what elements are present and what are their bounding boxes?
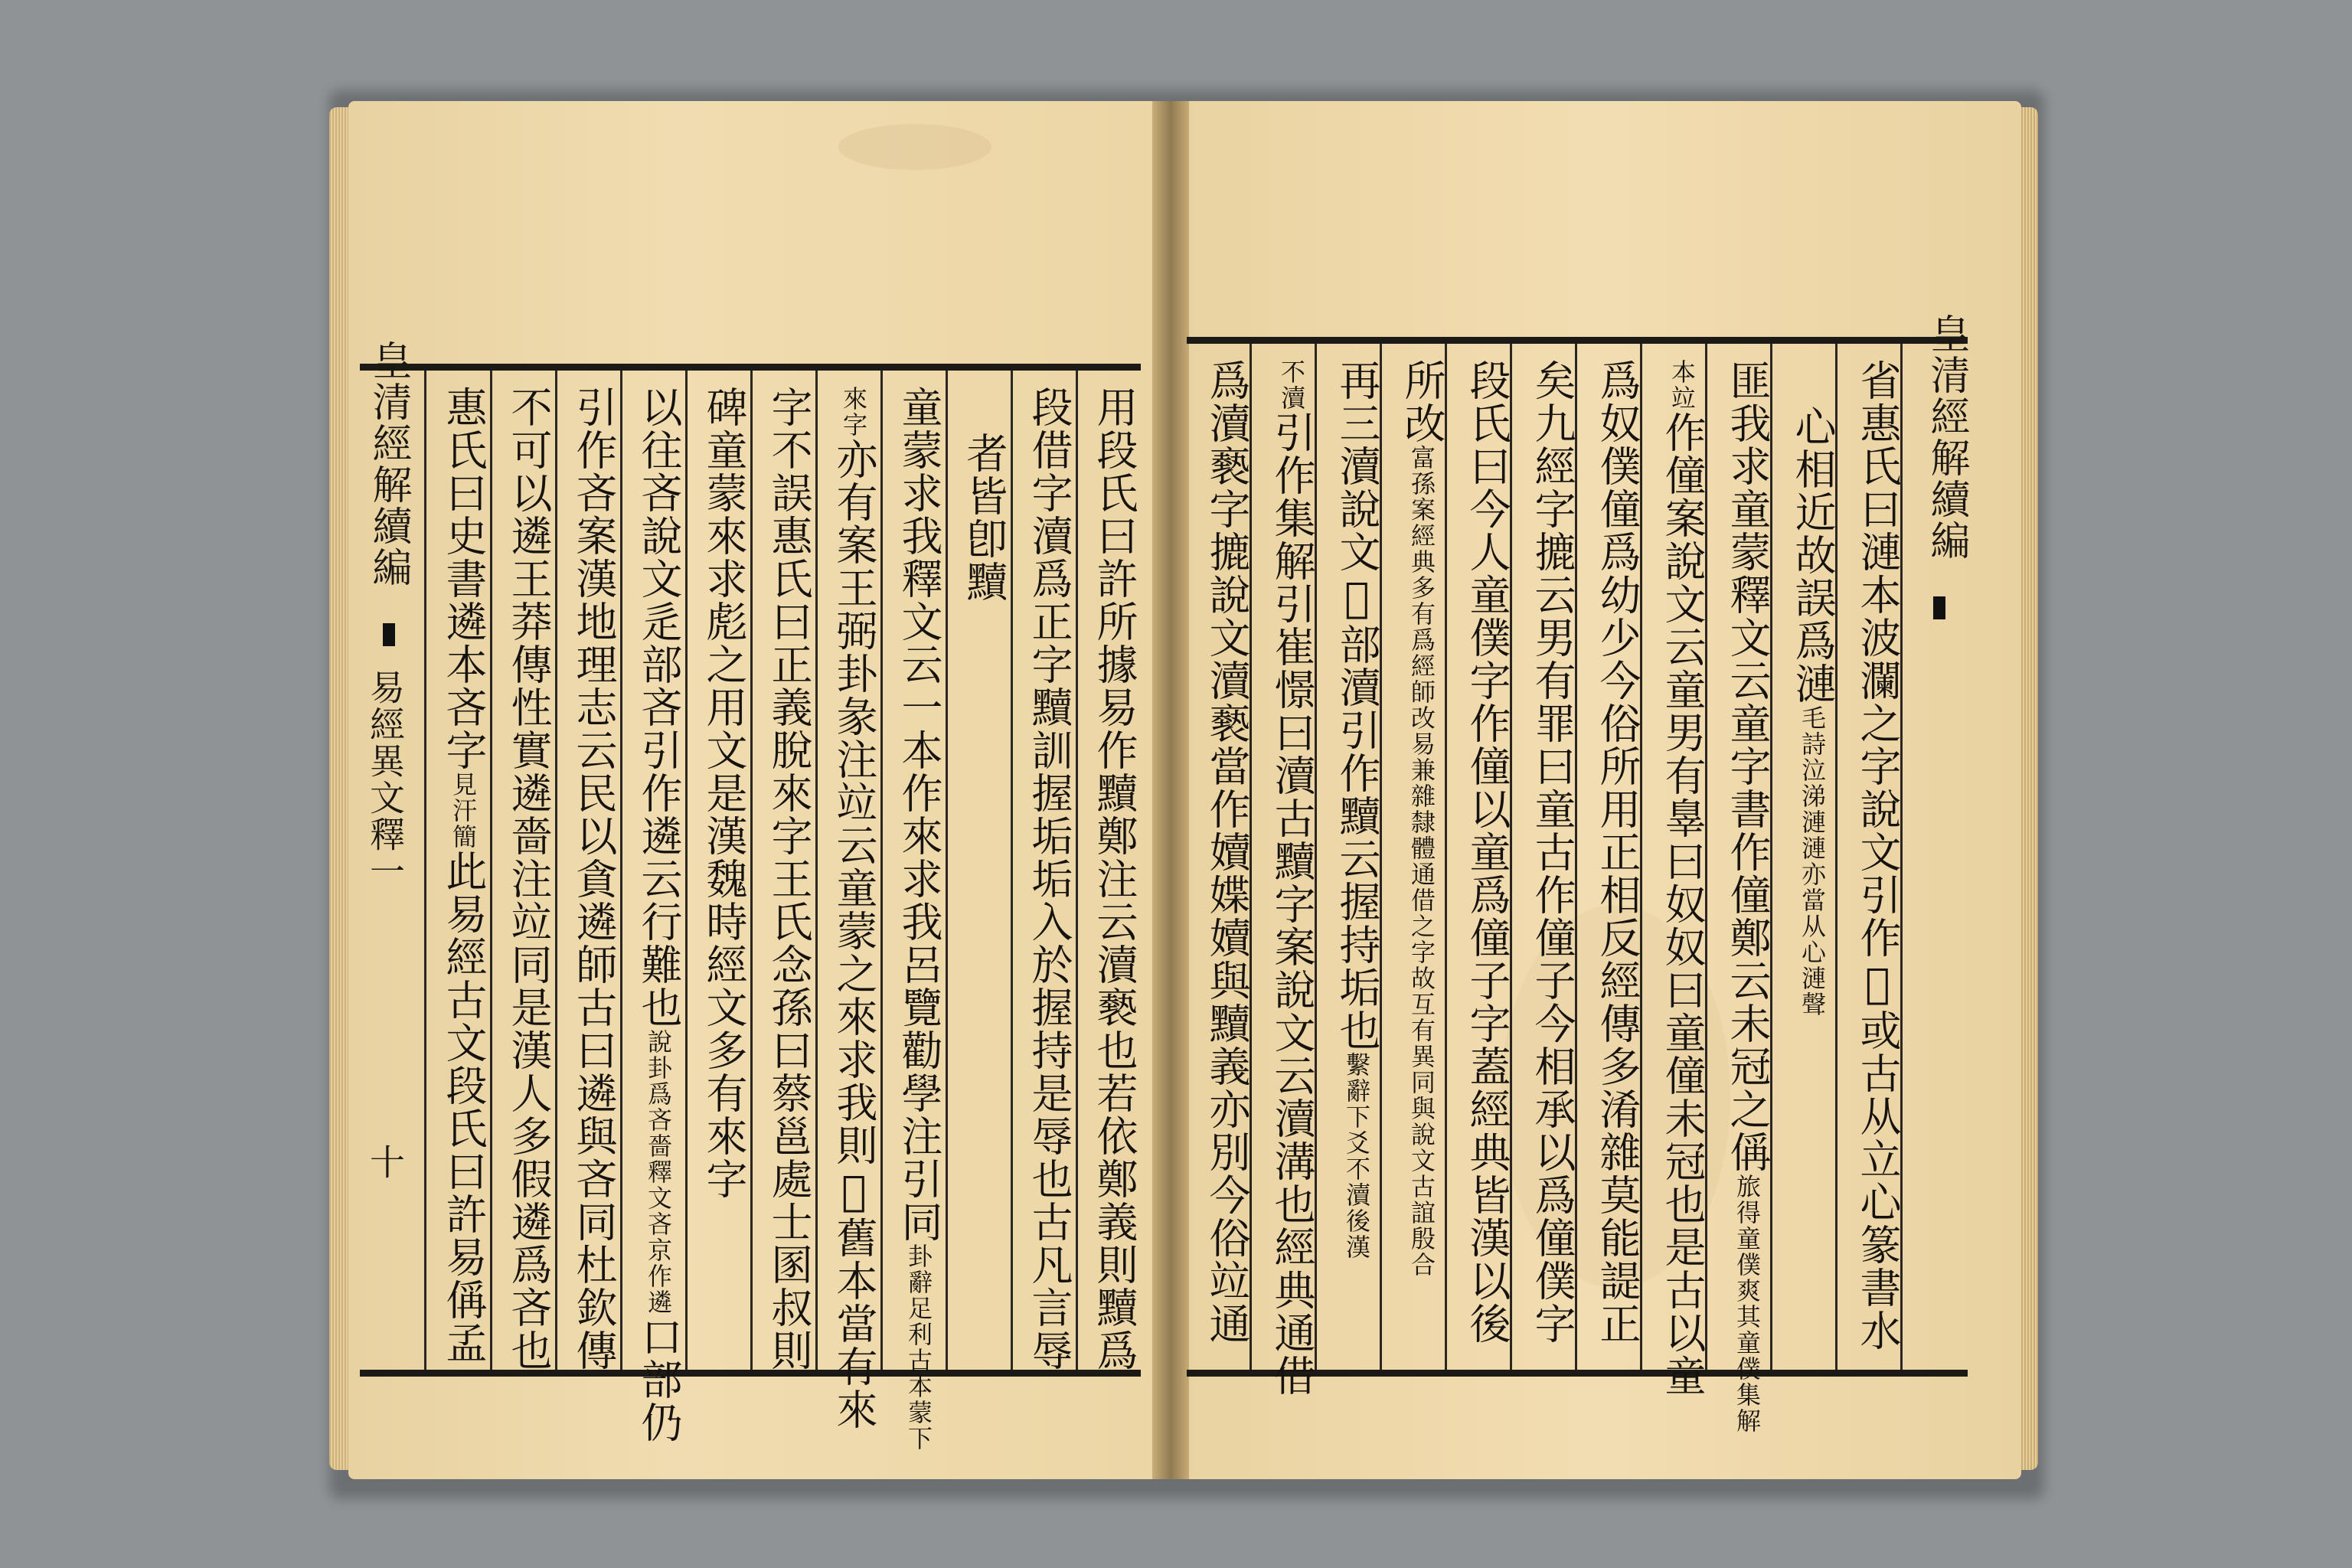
book-gutter bbox=[1152, 101, 1189, 1479]
annotation-note: 富孫案經典多有爲經師改易兼雜隸體通借之字故互有異同與說文古誼殷合 bbox=[1407, 445, 1436, 1278]
text-column: 不可以遴王莽傳性實遴嗇注竝同是漢人多假遴爲吝也 bbox=[505, 386, 553, 1372]
spine-title: 皇清經解續編 bbox=[365, 340, 411, 588]
text-column: 爲瀆褻字摝說文瀆褻當作嬻媟嬻與黷義亦別今俗竝通 bbox=[1203, 359, 1251, 1345]
annotation-note: 旅得童僕爽其童僕集解 bbox=[1733, 1174, 1762, 1434]
text-column: 惠氏曰史書遴本吝字見汗簡此易經古文段氏曰許易偁孟 bbox=[439, 386, 488, 1364]
annotation-note: 見汗簡 bbox=[449, 772, 478, 850]
right-text-frame bbox=[1187, 313, 1969, 1434]
text-column: 匪我求童蒙釋文云童字書作僮鄭云未冠之偁旅得童僕爽其童僕集解 bbox=[1723, 359, 1772, 1434]
text-column: 省惠氏曰漣本波瀾之字說文引作𢙢或古从立心篆書水 bbox=[1854, 359, 1902, 1352]
text-column: 不瀆引作集解引崔憬曰瀆古黷字案說文云瀆溝也經典通借 bbox=[1268, 359, 1316, 1397]
annotation-note: 卦辭足利古本蒙下 bbox=[904, 1243, 933, 1452]
text-column: 字不誤惠氏曰正義脫來字王氏念孫曰蔡邕處士圂叔則 bbox=[765, 386, 813, 1372]
fishtail-mark bbox=[1933, 596, 1945, 619]
spine-title: 皇清經解續編 bbox=[1923, 313, 1969, 561]
spine-section: 易經異文釋一 bbox=[364, 669, 406, 890]
text-column: 本竝作僮案說文云童男有辠曰奴奴曰童僮未冠也是古以童 bbox=[1658, 359, 1707, 1397]
text-column: 段氏曰今人童僕字作僮以童爲僮子字蓋經典皆漢以後 bbox=[1463, 359, 1511, 1345]
left-text-frame bbox=[360, 340, 1141, 1452]
annotation-note: 來字 bbox=[839, 386, 868, 438]
text-column: 所改富孫案經典多有爲經師改易兼雜隸體通借之字故互有異同與說文古誼殷合 bbox=[1398, 359, 1446, 1278]
text-column: 者皆卽黷 bbox=[960, 432, 1008, 603]
text-column: 童蒙求我釋文云一本作來求我呂覽勸學注引同卦辭足利古本蒙下 bbox=[895, 386, 943, 1452]
spine-leaf-number: 十 bbox=[364, 1144, 406, 1181]
annotation-note: 本竝 bbox=[1668, 359, 1697, 411]
text-column: 矣九經字摝云男有罪曰童古作僮子今相承以爲僮僕字 bbox=[1528, 359, 1576, 1345]
text-column: 引作吝案漢地理志云民以貪遴師古曰遴與吝同杜欽傳 bbox=[570, 386, 618, 1372]
fishtail-mark bbox=[383, 623, 395, 646]
text-column: 再三瀆說文𥙊部瀆引作黷云握持垢也繫辭下爻不瀆後漢 bbox=[1333, 359, 1381, 1260]
text-column: 來字亦有案王弼卦彖注竝云童蒙之來求我則𢙢舊本當有來 bbox=[830, 386, 878, 1431]
annotation-note: 毛詩泣涕漣漣亦當从心漣聲 bbox=[1798, 705, 1827, 1018]
annotation-note: 說卦爲吝嗇釋文吝京作遴 bbox=[644, 1029, 673, 1315]
text-column: 段借字瀆爲正字黷訓握垢垢入於握持是辱也古凡言辱 bbox=[1025, 386, 1073, 1372]
text-column: 以往吝說文辵部吝引作遴云行難也說卦爲吝嗇釋文吝京作遴口部仍 bbox=[635, 386, 683, 1444]
text-column: 心相近故誤爲漣毛詩泣涕漣漣亦當从心漣聲 bbox=[1788, 405, 1837, 1018]
annotation-note: 不瀆 bbox=[1277, 359, 1306, 411]
text-column: 碑童蒙來求彪之用文是漢魏時經文多有來字 bbox=[700, 386, 748, 1200]
text-column: 爲奴僕僮爲幼少今俗所用正相反經傳多淆雜莫能諟正 bbox=[1593, 359, 1642, 1345]
annotation-note: 繫辭下爻不瀆後漢 bbox=[1342, 1052, 1371, 1260]
text-column: 用段氏曰許所據易作黷鄭注云瀆褻也若依鄭義則黷爲 bbox=[1090, 386, 1138, 1372]
